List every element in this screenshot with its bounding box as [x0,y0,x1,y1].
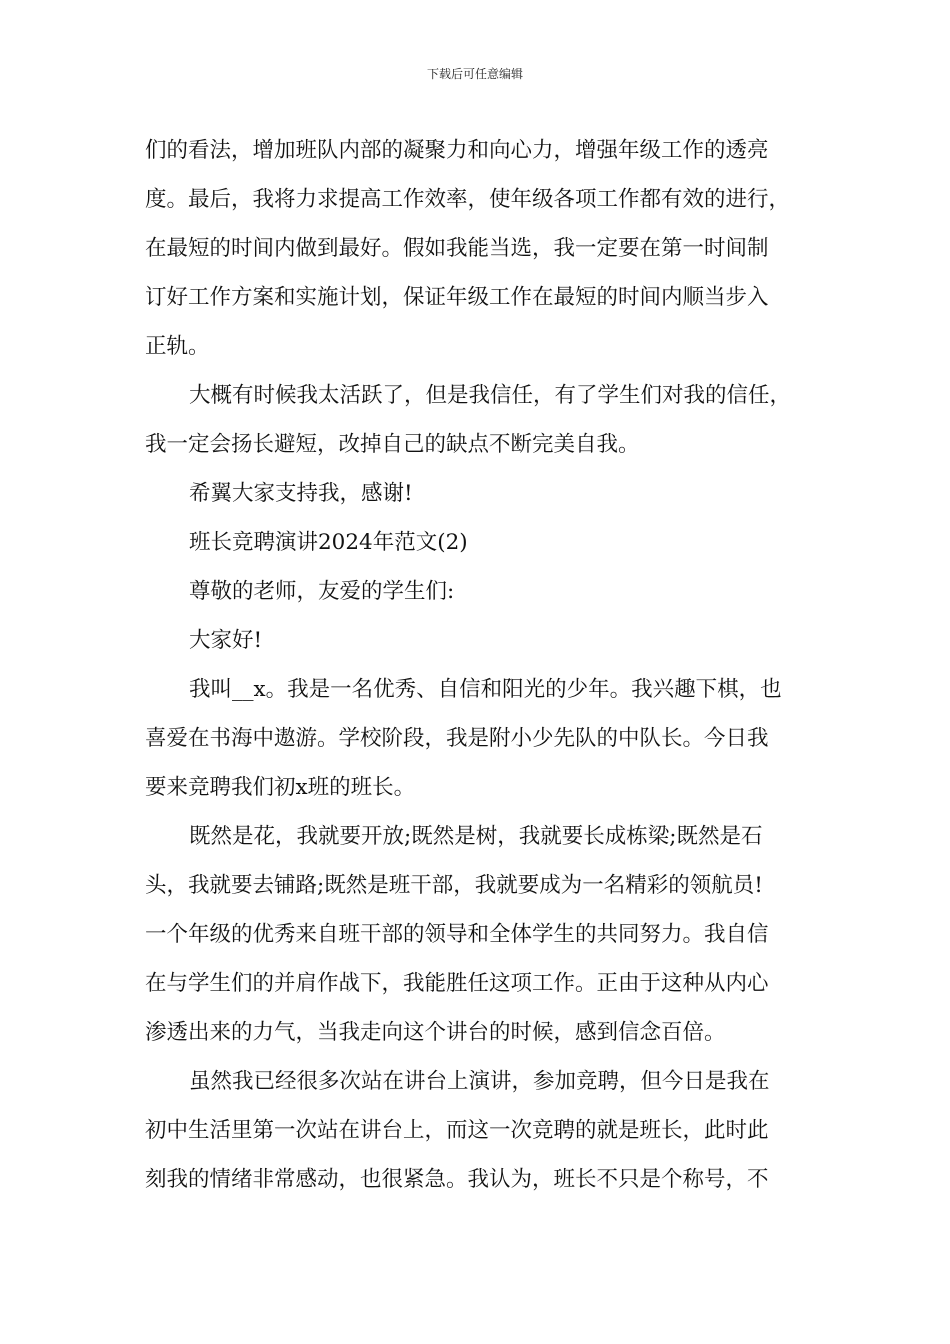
text-line: 虽然我已经很多次站在讲台上演讲，参加竞聘，但今日是我在 [189,1069,770,1094]
text-line: 头，我就要去铺路;既然是班干部，我就要成为一名精彩的领航员! [145,873,763,898]
page-header: 下载后可任意编辑 [426,67,523,81]
text-line: 们的看法，增加班队内部的凝聚力和向心力，增强年级工作的透亮 [145,138,769,163]
text-line: 希翼大家支持我，感谢! [189,481,413,506]
text-line: 我一定会扬长避短，改掉自己的缺点不断完美自我。 [145,432,640,457]
text-line: 初中生活里第一次站在讲台上，而这一次竞聘的就是班长，此时此 [145,1118,769,1143]
paragraph [145,518,810,567]
document-body [145,126,810,1204]
text-line: 在最短的时间内做到最好。假如我能当选，我一定要在第一时间制 [145,236,769,261]
paragraph [145,616,810,665]
text-line: 我叫__x。我是一名优秀、自信和阳光的少年。我兴趣下棋，也 [189,677,782,702]
text-line: 度。最后，我将力求提高工作效率，使年级各项工作都有效的进行， [145,187,791,212]
text-line: 要来竞聘我们初x班的班长。 [145,775,416,800]
text-line: 正轨。 [145,334,210,359]
paragraph [145,665,810,812]
text-line: 尊敬的老师，友爱的学生们: [189,579,455,604]
paragraph [145,469,810,518]
paragraph [145,1057,810,1204]
text-line: 一个年级的优秀来自班干部的领导和全体学生的共同努力。我自信 [145,922,769,947]
text-line: 在与学生们的并肩作战下，我能胜任这项工作。正由于这种从内心 [145,971,769,996]
text-line: 订好工作方案和实施计划，保证年级工作在最短的时间内顺当步入 [145,285,769,310]
text-line: 渗透出来的力气，当我走向这个讲台的时候，感到信念百倍。 [145,1020,726,1045]
text-line: 大概有时候我太活跃了，但是我信任，有了学生们对我的信任， [189,383,792,408]
text-line: 班长竞聘演讲2024年范文(2) [189,530,468,555]
paragraph [145,567,810,616]
text-line: 喜爱在书海中遨游。学校阶段，我是附小少先队的中队长。今日我 [145,726,769,751]
text-line: 大家好! [189,628,263,653]
text-line: 刻我的情绪非常感动，也很紧急。我认为，班长不只是个称号，不 [145,1167,769,1192]
paragraph [145,126,810,371]
paragraph [145,812,810,1057]
paragraph [145,371,810,469]
text-line: 既然是花，我就要开放;既然是树，我就要长成栋梁;既然是石 [189,824,763,849]
